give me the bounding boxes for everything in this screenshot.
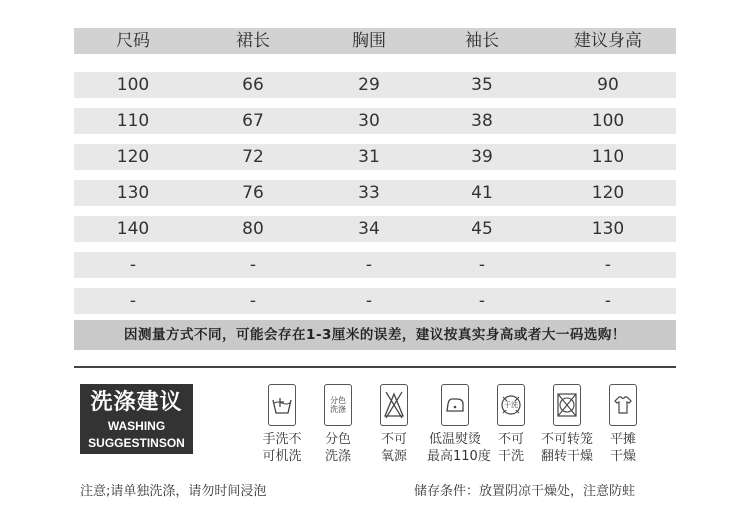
- table-row: [74, 288, 676, 314]
- no-dry-clean-icon-text: 干洗: [504, 400, 518, 409]
- care-label-line2: 翻转干燥: [540, 449, 593, 464]
- table-cell: 45: [471, 219, 493, 239]
- table-cell: 30: [358, 111, 380, 131]
- hand-wash-icon: [268, 384, 296, 426]
- care-label-line1: 分色: [324, 432, 351, 447]
- care-label-line1: 手洗不: [262, 432, 302, 447]
- table-cell: -: [478, 291, 486, 311]
- table-row: [74, 180, 676, 206]
- care-label-line2: 干洗: [497, 449, 524, 464]
- table-cell: 100: [591, 111, 625, 131]
- care-label-line1: 不可: [497, 432, 524, 447]
- care-item-no-bleach: [366, 384, 422, 465]
- header-suggested-height: 建议身高: [574, 31, 642, 51]
- table-cell: 130: [591, 219, 625, 239]
- care-label-line2: 洗涤: [324, 449, 351, 464]
- washing-title-zh: 洗涤建议: [90, 390, 183, 415]
- washing-title-block: [80, 384, 193, 454]
- table-header-row: [74, 28, 676, 54]
- table-cell: -: [249, 255, 257, 275]
- table-row: [74, 72, 676, 98]
- care-label-line1: 不可: [380, 432, 407, 447]
- table-cell: 72: [242, 147, 264, 167]
- care-label-line1: 不可转笼: [540, 432, 593, 447]
- washing-title-en-line2: SUGGESTINSON: [88, 436, 185, 450]
- header-sleeve-length: 袖长: [465, 31, 499, 51]
- table-cell: 100: [116, 75, 150, 95]
- table-cell: 140: [116, 219, 150, 239]
- table-cell: 38: [471, 111, 493, 131]
- storage-conditions: 储存条件：放置阴凉干燥处，注意防蛀: [414, 484, 636, 499]
- table-cell: 29: [358, 75, 380, 95]
- care-item-hand-wash: [254, 384, 310, 465]
- table-cell: 31: [358, 147, 380, 167]
- care-label-line2: 干燥: [609, 449, 636, 464]
- flat-dry-icon: [609, 384, 637, 426]
- table-cell: 41: [471, 183, 493, 203]
- table-cell: -: [365, 291, 373, 311]
- table-cell: 34: [358, 219, 380, 239]
- separate-wash-icon-text: 分色洗涤: [330, 396, 346, 414]
- table-cell: 35: [471, 75, 493, 95]
- table-cell: -: [129, 255, 137, 275]
- table-row: [74, 252, 676, 278]
- table-cell: 130: [116, 183, 150, 203]
- table-cell: 39: [471, 147, 493, 167]
- header-skirt-length: 裙长: [236, 31, 270, 51]
- table-cell: 120: [116, 147, 150, 167]
- table-cell: 67: [242, 111, 264, 131]
- care-item-low-iron: [427, 384, 491, 465]
- table-row: [74, 144, 676, 170]
- no-bleach-icon: [380, 384, 408, 426]
- low-iron-icon: [441, 384, 469, 426]
- table-cell: 80: [242, 219, 264, 239]
- washing-title-en-line1: WASHING: [107, 419, 166, 433]
- table-cell: 110: [116, 111, 150, 131]
- header-size: 尺码: [116, 31, 150, 51]
- table-cell: -: [365, 255, 373, 275]
- no-tumble-dry-icon: [553, 384, 581, 426]
- care-label-line2: 氧源: [380, 449, 407, 464]
- table-cell: -: [604, 291, 612, 311]
- table-row: [74, 216, 676, 242]
- table-cell: 120: [591, 183, 625, 203]
- measurement-note: 因测量方式不同，可能会存在1-3厘米的误差，建议按真实身高或者大一码选购！: [74, 320, 676, 350]
- care-label-line2: 最高110度: [427, 449, 491, 464]
- table-row: [74, 108, 676, 134]
- care-label-line1: 平摊: [609, 432, 636, 447]
- care-label-line1: 低温熨烫: [428, 432, 481, 447]
- care-item-no-dry-clean: [483, 384, 539, 465]
- care-item-no-tumble-dry: [539, 384, 595, 465]
- washing-notice: 注意;请单独洗涤，请勿时间浸泡: [80, 484, 267, 499]
- care-item-flat-dry: [595, 384, 651, 465]
- care-label-line2: 可机洗: [262, 449, 302, 464]
- table-cell: -: [478, 255, 486, 275]
- table-cell: 90: [597, 75, 619, 95]
- table-cell: 76: [242, 183, 264, 203]
- section-divider: [74, 366, 676, 368]
- table-cell: -: [129, 291, 137, 311]
- table-cell: 66: [242, 75, 264, 95]
- table-cell: -: [249, 291, 257, 311]
- table-cell: 110: [591, 147, 625, 167]
- care-item-separate-wash: [310, 384, 366, 465]
- table-cell: -: [604, 255, 612, 275]
- header-chest: 胸围: [352, 31, 386, 51]
- separate-wash-icon: [324, 384, 352, 426]
- table-cell: 33: [358, 183, 380, 203]
- no-dry-clean-icon: [497, 384, 525, 426]
